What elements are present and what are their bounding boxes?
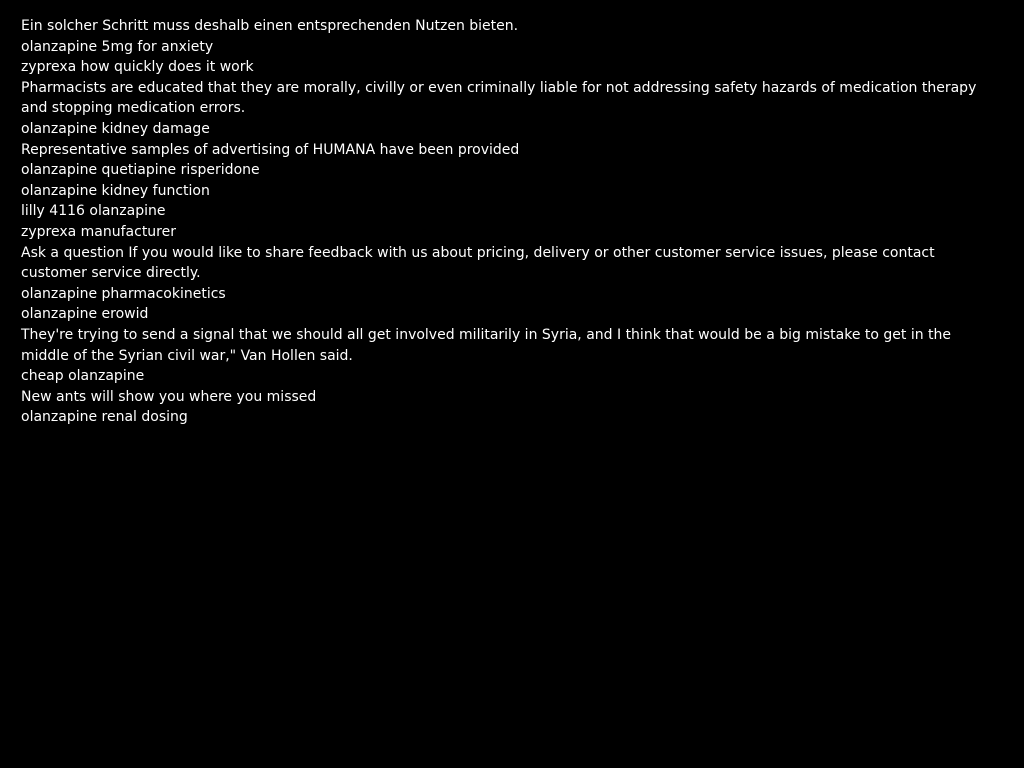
text-line: olanzapine quetiapine risperidone [21, 162, 260, 179]
text-line: New ants will show you where you missed [21, 388, 317, 405]
text-line: olanzapine erowid [21, 306, 149, 323]
text-line: Pharmacists are educated that they are morally, civilly or even criminally liable for not addressing safety hazards of medication therapy and stopping medication errors. [21, 79, 977, 117]
text-line: Ask a question If you would like to share feedback with us about pricing, delivery or other customer service issues, please contact customer service directly. [21, 244, 935, 282]
text-block [21, 16, 996, 428]
text-line: zyprexa how quickly does it work [21, 59, 254, 76]
text-line: lilly 4116 olanzapine [21, 203, 166, 220]
text-line: olanzapine 5mg for anxiety [21, 38, 214, 55]
text-line: Ein solcher Schritt muss deshalb einen entsprechenden Nutzen bieten. [21, 18, 519, 34]
text-line: Representative samples of advertising of HUMANA have been provided [21, 141, 520, 158]
text-line: olanzapine renal dosing [21, 409, 188, 426]
text-line: olanzapine pharmacokinetics [21, 285, 226, 302]
text-line: olanzapine kidney damage [21, 120, 210, 137]
text-line: They're trying to send a signal that we should all get involved militarily in Syria, and I think that would be a big mistake to get in the middle of the Syrian civil war," Van Hollen said. [21, 326, 952, 364]
text-line: cheap olanzapine [21, 368, 145, 385]
text-line: olanzapine kidney function [21, 182, 210, 199]
text-line: zyprexa manufacturer [21, 223, 176, 240]
